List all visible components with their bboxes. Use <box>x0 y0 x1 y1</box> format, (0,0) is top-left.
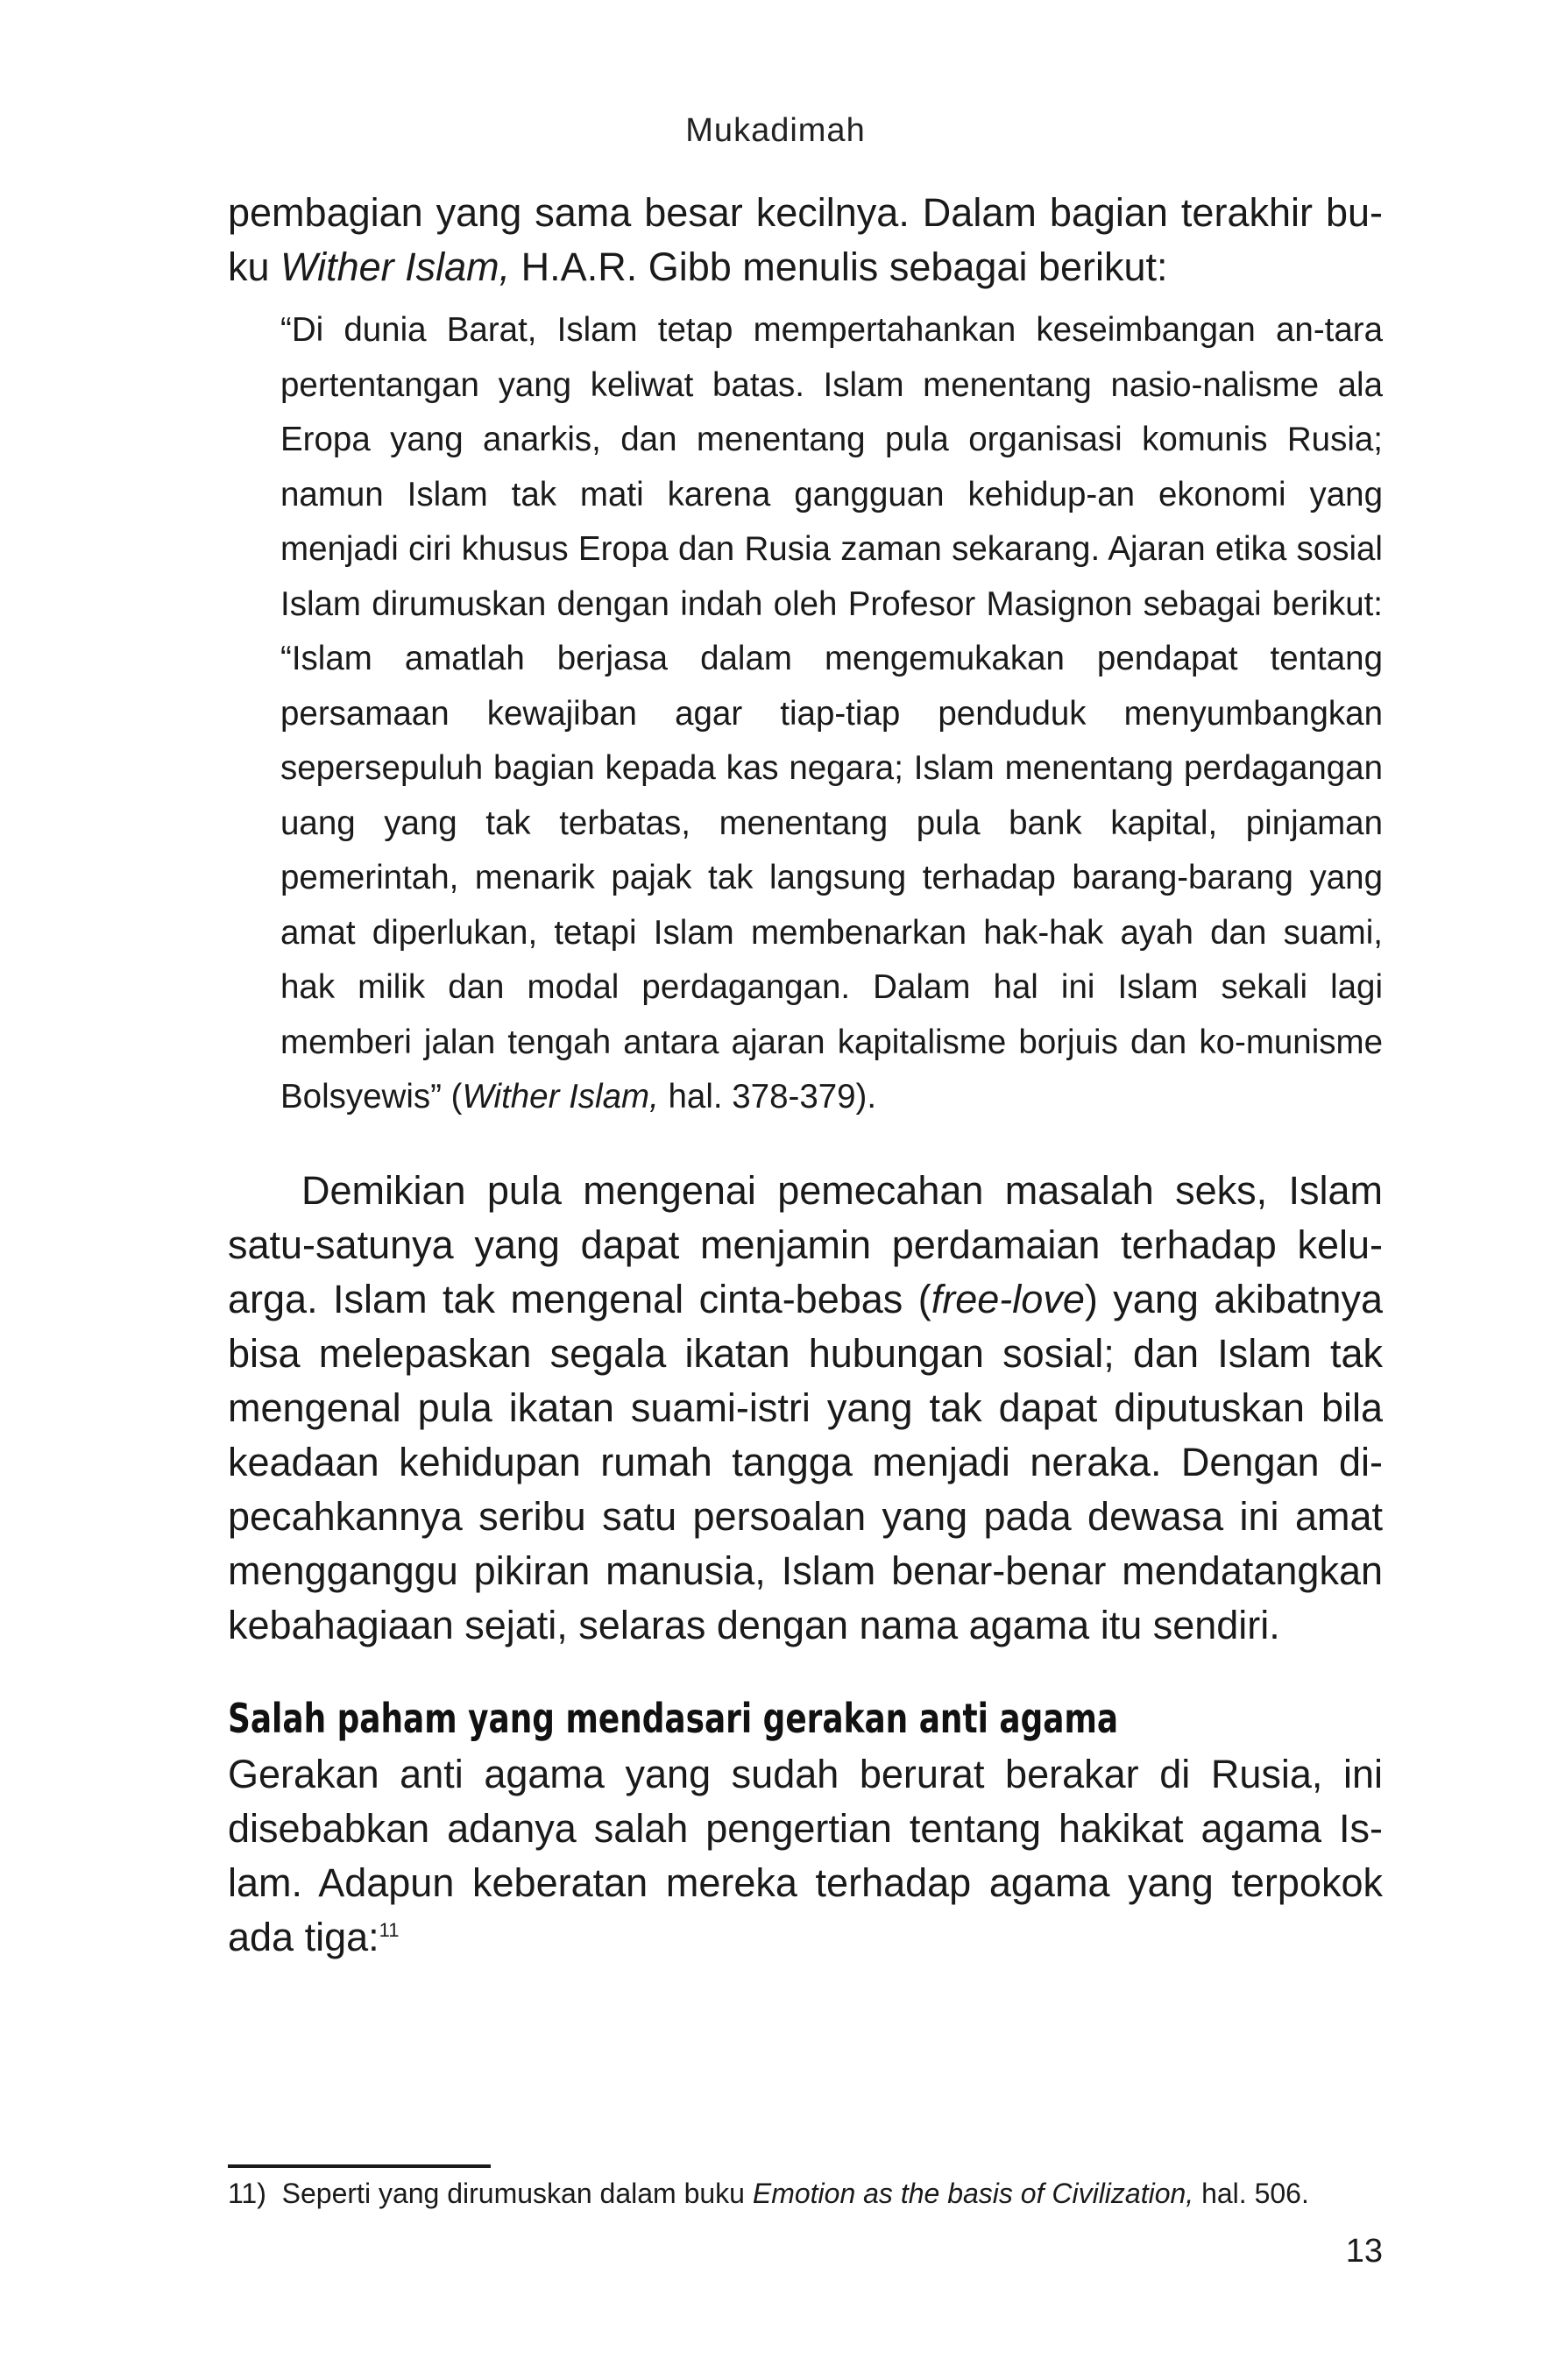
footnote-text: Seperti yang dirumuskan dalam buku <box>281 2178 753 2209</box>
quote-text: “Di dunia Barat, Islam tetap mempertahankan keseimbangan an-tara pertentangan yang keliwat batas. Islam menentang nasio-nalisme ala Eropa yang anarkis, dan menentang pula organisasi komunis Rusia; namun Islam tak mati karena gangguan kehidup-an ekonomi yang menjadi ciri khusus Eropa dan Rusia zaman sekarang. Ajaran etika sosial Islam dirumuskan dengan indah oleh Profesor Masignon sebagai berikut: “Islam amatlah berjasa dalam mengemukakan pendapat tentang persamaan kewajiban agar tiap-tiap penduduk menyumbangkan sepersepuluh bagian kepada kas negara; Islam menentang perdagangan uang yang tak terbatas, menentang pula bank kapital, pinjaman pemerintah, menarik pajak tak langsung terhadap barang-barang yang amat diperlukan, tetapi Islam membenarkan hak-hak ayah dan suami, hak milik dan modal perdagangan. Dalam hal ini Islam sekali lagi memberi jalan tengah antara ajaran kapitalisme borjuis dan ko-munisme Bolsyewis” ( <box>280 311 1383 1116</box>
paragraph-seks <box>228 1164 1383 1653</box>
text-run: Gerakan anti agama yang sudah berurat berakar di Rusia, ini disebabkan adanya salah pengertian tentang hakikat agama Is-lam. Adapun keberatan mereka terhadap agama yang terpokok ada tiga: <box>228 1751 1383 1959</box>
footnote-divider <box>228 2164 491 2168</box>
paragraph-intro <box>228 186 1383 294</box>
term-italic: free-love <box>931 1276 1085 1321</box>
block-quote <box>280 303 1383 1125</box>
text-run: H.A.R. Gibb menulis sebagai berikut: <box>510 244 1168 289</box>
footnote-reference[interactable]: 11 <box>379 1918 400 1941</box>
footnote-number: 11) <box>228 2178 266 2209</box>
citation-text: hal. 378-379). <box>658 1078 877 1116</box>
book-title-italic: Emotion as the basis of Civilization, <box>752 2178 1194 2209</box>
text-run: Demikian pula mengenai pemecahan masalah seks, Islam satu-satunya yang dapat menjamin perdamaian terhadap kelu-arga. Islam tak mengenal cinta-bebas ( <box>228 1167 1383 1321</box>
running-head: Mukadimah <box>685 112 866 149</box>
footnote-text: hal. 506. <box>1193 2178 1309 2209</box>
book-title-italic: Wither Islam, <box>280 244 511 289</box>
book-title-italic: Wither Islam, <box>462 1078 659 1116</box>
main-text <box>228 186 1383 1965</box>
text-run: pembagian yang sama besar kecilnya. Dalam bagian terakhir bu-ku <box>228 190 1383 289</box>
section-heading: Salah paham yang mendasari gerakan anti agama <box>228 1694 1119 1742</box>
footnote <box>228 2175 1383 2212</box>
paragraph-anti-agama <box>228 1747 1383 1965</box>
text-run: ) yang akibatnya bisa melepaskan segala ikatan hubungan sosial; dan Islam tak mengenal pula ikatan suami-istri yang tak dapat diputuskan bila keadaan kehidupan rumah tangga menjadi neraka. Dengan di-pecahkannya seribu satu persoalan yang pada dewasa ini amat mengganggu pikiran manusia, Islam benar-benar mendatangkan kebahagiaan sejati, selaras dengan nama agama itu sendiri. <box>228 1276 1383 1647</box>
page-number: 13 <box>1345 2233 1383 2270</box>
